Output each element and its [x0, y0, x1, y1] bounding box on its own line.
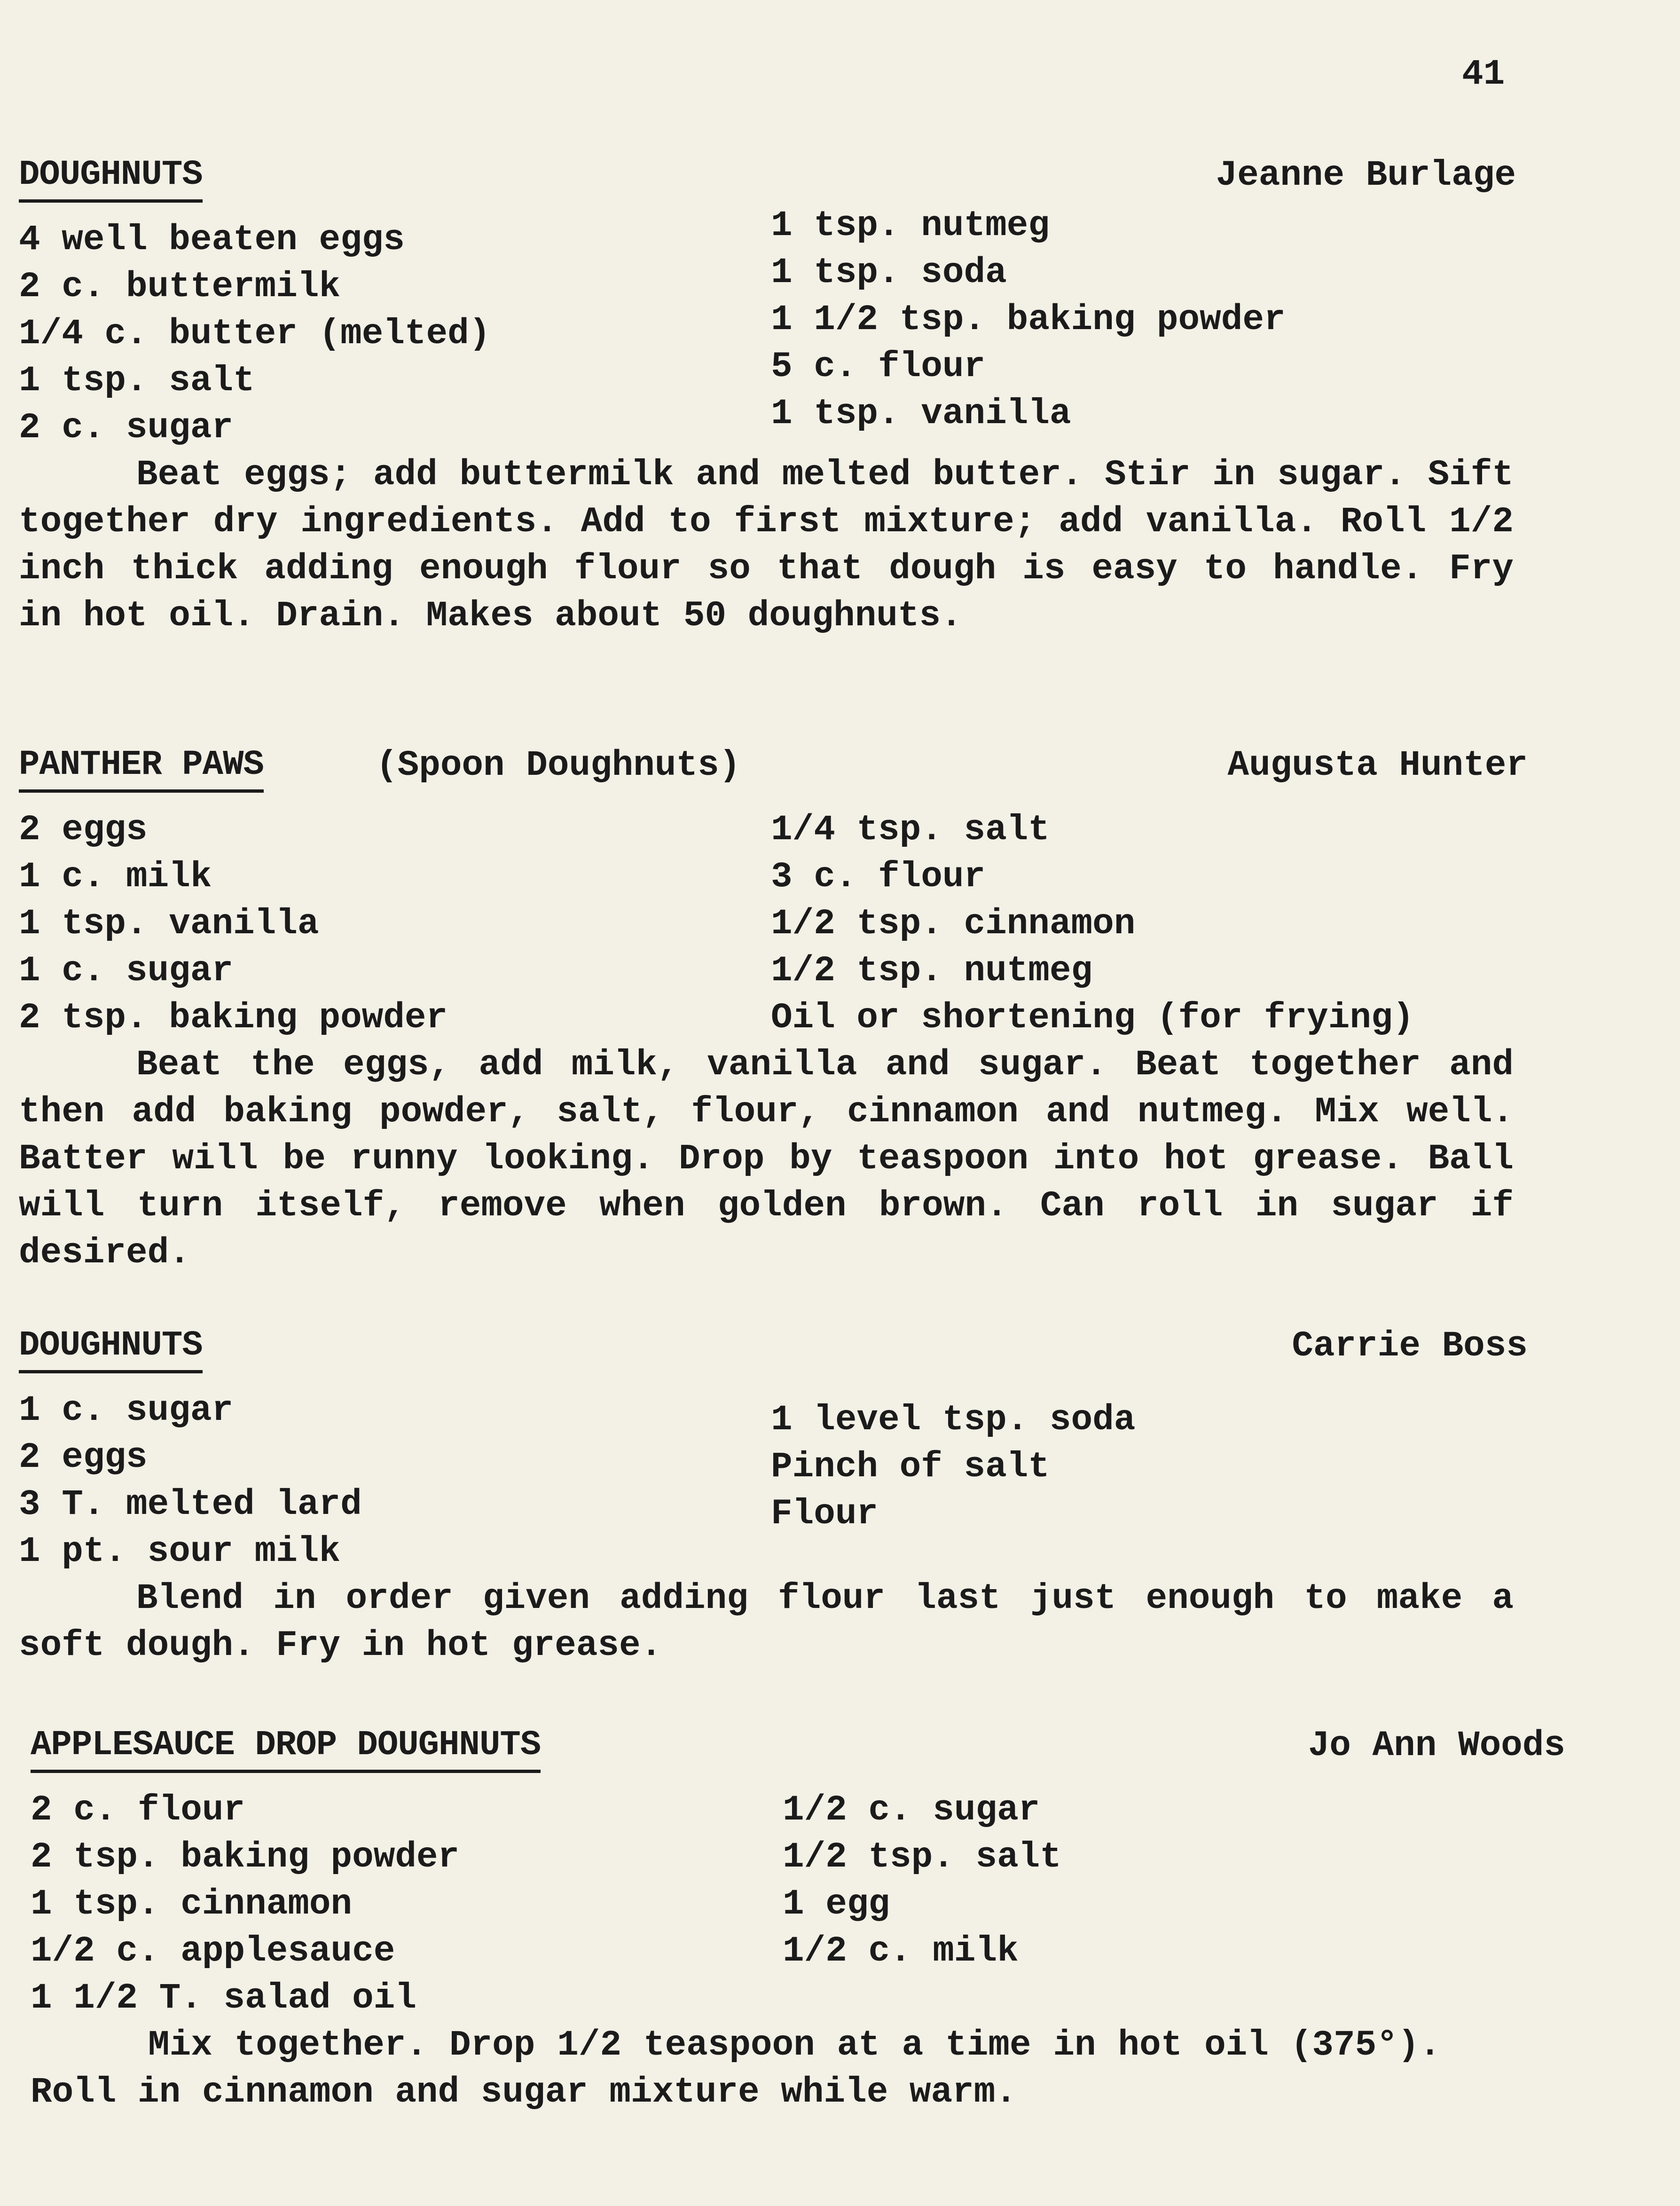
recipe-header — [19, 745, 1570, 797]
recipe-panther-paws — [19, 745, 1570, 1276]
ingredient-item: 1/2 tsp. nutmeg — [771, 951, 1093, 991]
ingredient-item: 1 tsp. vanilla — [771, 394, 1071, 434]
ingredient-item: 1 tsp. soda — [771, 252, 1007, 293]
recipe-author: Augusta Hunter — [1227, 745, 1528, 786]
directions-text: Blend in order given adding flour last just enough to make a soft dough. Fry in hot grease. — [19, 1578, 1514, 1666]
ingredient-item: 1 tsp. cinnamon — [31, 1884, 353, 1924]
ingredient-item: 1 tsp. nutmeg — [771, 205, 1050, 246]
ingredient-column-right — [771, 202, 1547, 451]
ingredient-item: 1 egg — [783, 1884, 890, 1924]
ingredient-list — [19, 1387, 1570, 1575]
recipe-applesauce-drop-doughnuts — [31, 1725, 1582, 2116]
ingredient-list — [31, 1787, 1582, 2022]
recipe-header — [31, 1725, 1582, 1777]
ingredient-item: 2 eggs — [19, 810, 148, 850]
ingredient-column-left — [19, 806, 771, 1041]
ingredient-item: 2 tsp. baking powder — [19, 998, 448, 1038]
ingredient-item: 3 c. flour — [771, 857, 986, 897]
ingredient-item: 1 c. sugar — [19, 1390, 234, 1431]
recipe-directions — [19, 1041, 1570, 1276]
ingredient-column-left — [19, 202, 771, 451]
recipe-header — [19, 1326, 1570, 1378]
ingredient-item: 3 T. melted lard — [19, 1484, 362, 1525]
ingredient-item: 5 c. flour — [771, 347, 986, 387]
recipe-header — [19, 155, 1570, 207]
ingredient-item: 1/4 c. butter (melted) — [19, 314, 491, 354]
ingredient-item: Oil or shortening (for frying) — [771, 998, 1414, 1038]
ingredient-item: 1/2 c. applesauce — [31, 1931, 395, 1971]
ingredient-item: 1/2 c. sugar — [783, 1790, 1040, 1830]
ingredient-item: 1/2 c. milk — [783, 1931, 1019, 1971]
recipe-doughnuts-burlage — [19, 155, 1570, 639]
recipe-title: PANTHER PAWS — [19, 745, 264, 793]
ingredient-column-left — [19, 1387, 771, 1575]
directions-text: Beat eggs; add buttermilk and melted butter. Stir in sugar. Sift together dry ingredients. Add to first mixture; add vanilla. Roll 1/2 inch thick adding enough flour so that dough is easy to handle. Fry in hot oil. Drain. Makes about 50 doughnuts. — [19, 455, 1514, 636]
ingredient-item: 1 c. sugar — [19, 951, 234, 991]
recipe-doughnuts-boss — [19, 1326, 1570, 1669]
ingredient-item: 1 c. milk — [19, 857, 212, 897]
ingredient-item: 2 c. flour — [31, 1790, 245, 1830]
directions-text: Beat the eggs, add milk, vanilla and sugar. Beat together and then add baking powder, salt, flour, cinnamon and nutmeg. Mix well. Batter will be runny looking. Drop by teaspoon into hot grease. Ball will turn itself, remove when golden brown. Can roll in sugar if desired. — [19, 1045, 1514, 1273]
recipe-title: APPLESAUCE DROP DOUGHNUTS — [31, 1725, 541, 1773]
recipe-directions — [19, 451, 1570, 639]
ingredient-item: 1 level tsp. soda — [771, 1400, 1136, 1440]
ingredient-item: 2 c. sugar — [19, 408, 234, 448]
recipe-author: Jo Ann Woods — [1308, 1725, 1565, 1766]
ingredient-item: 1/4 tsp. salt — [771, 810, 1050, 850]
ingredient-item: 1 tsp. salt — [19, 361, 255, 401]
ingredient-item: Pinch of salt — [771, 1447, 1050, 1487]
ingredient-item: 1/2 tsp. cinnamon — [771, 904, 1136, 944]
recipe-title: DOUGHNUTS — [19, 1326, 203, 1373]
recipe-directions — [31, 2022, 1582, 2116]
ingredient-item: 1 1/2 tsp. baking powder — [771, 299, 1286, 340]
directions-text: Mix together. Drop 1/2 teaspoon at a time in hot oil (375°). Roll in cinnamon and sugar mixture while warm. — [31, 2025, 1441, 2112]
ingredient-item: 2 tsp. baking powder — [31, 1837, 460, 1877]
ingredient-item: 4 well beaten eggs — [19, 220, 405, 260]
recipe-subtitle: (Spoon Doughnuts) — [376, 745, 741, 786]
recipe-title: DOUGHNUTS — [19, 155, 203, 203]
ingredient-list — [19, 806, 1570, 1041]
recipe-author: Carrie Boss — [1292, 1326, 1528, 1366]
recipe-directions — [19, 1575, 1570, 1669]
ingredient-item: 1 1/2 T. salad oil — [31, 1978, 416, 2018]
ingredient-column-left — [31, 1787, 783, 2022]
ingredient-item: 1/2 tsp. salt — [783, 1837, 1061, 1877]
ingredient-item: Flour — [771, 1494, 879, 1534]
ingredient-list — [19, 202, 1570, 451]
ingredient-item: 2 eggs — [19, 1437, 148, 1478]
ingredient-column-right — [771, 1387, 1547, 1575]
ingredient-item: 1 tsp. vanilla — [19, 904, 319, 944]
page-number: 41 — [1462, 54, 1505, 95]
ingredient-column-right — [783, 1787, 1558, 2022]
ingredient-item: 1 pt. sour milk — [19, 1531, 341, 1572]
recipe-author: Jeanne Burlage — [1216, 155, 1516, 196]
ingredient-item: 2 c. buttermilk — [19, 267, 341, 307]
ingredient-column-right — [771, 806, 1547, 1041]
